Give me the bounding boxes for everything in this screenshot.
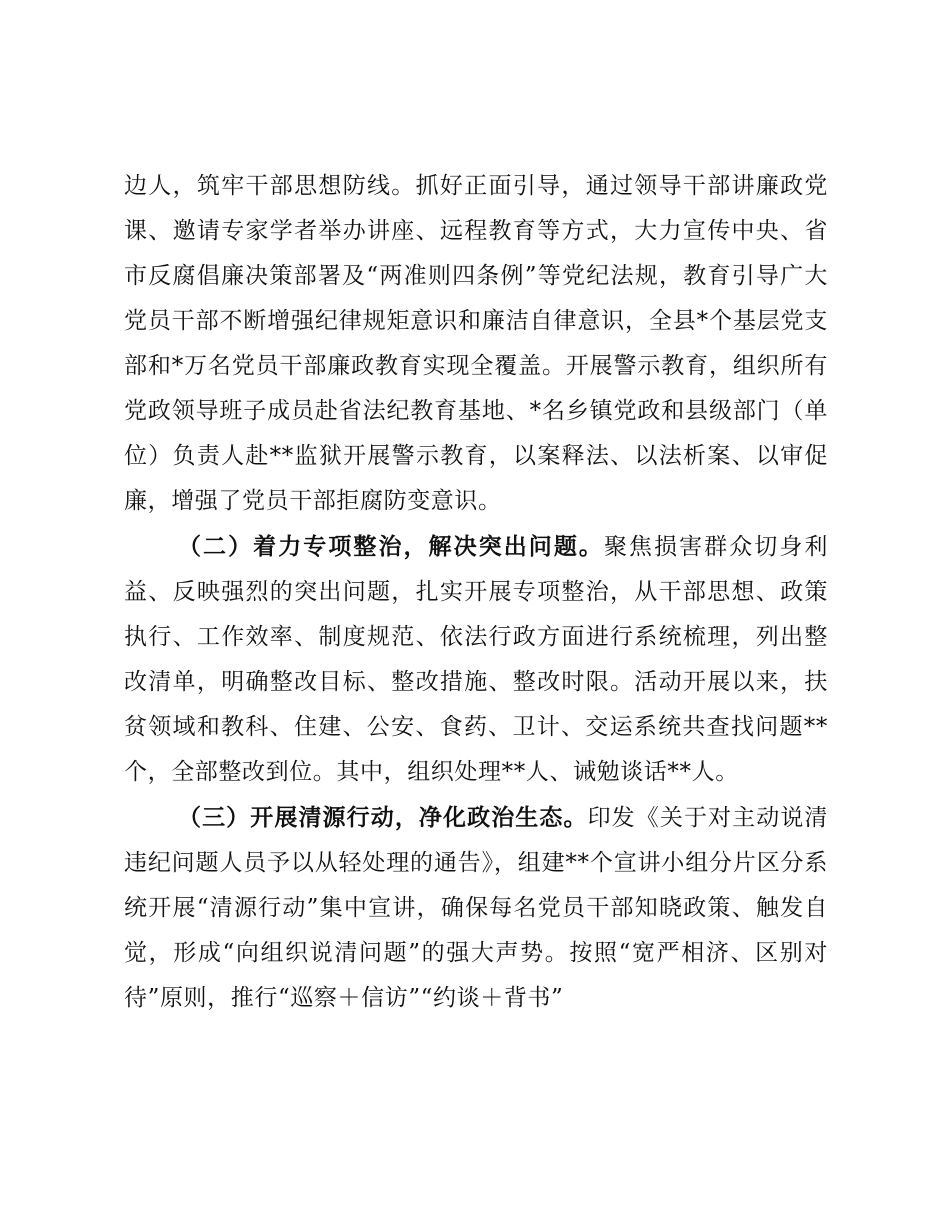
paragraph-heading: （二）着力专项整治，解决突出问题。	[178, 534, 604, 560]
paragraph-special-rectification	[124, 525, 828, 795]
paragraph-text: 边人，筑牢干部思想防线。抓好正面引导，通过领导干部讲廉政党课、邀请专家学者举办讲座、远程教育等方式，大力宣传中央、省市反腐倡廉决策部署及“两准则四条例”等党纪法规，教育引导广大党员干部不断增强纪律规矩意识和廉洁自律意识，全县*个基层党支部和*万名党员干部廉政教育实现全覆盖。开展警示教育，组织所有党政领导班子成员赴省法纪教育基地、*名乡镇党政和县级部门（单位）负责人赴**监狱开展警示教育，以案释法、以法析案、以审促廉，增强了党员干部拒腐防变意识。	[124, 173, 828, 514]
paragraph-text: 聚焦损害群众切身利益、反映强烈的突出问题，扎实开展专项整治，从干部思想、政策执行、工作效率、制度规范、依法行政方面进行系统梳理，列出整改清单，明确整改目标、整改措施、整改时限。活动开展以来，扶贫领域和教科、住建、公安、食药、卫计、交运系统共查找问题**个，全部整改到位。其中，组织处理**人、诫勉谈话**人。	[124, 534, 828, 785]
paragraph-continuation	[124, 164, 828, 524]
paragraph-heading: （三）开展清源行动，净化政治生态。	[178, 805, 588, 831]
paragraph-qingyuan-action	[124, 796, 828, 1021]
document-body	[124, 164, 828, 1021]
paragraph-text: 印发《关于对主动说清违纪问题人员予以从轻处理的通告》，组建**个宣讲小组分片区分系统开展“清源行动”集中宣讲，确保每名党员干部知晓政策、触发自觉，形成“向组织说清问题”的强大声势。按照“宽严相济、区别对待”原则，推行“巡察＋信访”“约谈＋背书”	[124, 805, 829, 1011]
